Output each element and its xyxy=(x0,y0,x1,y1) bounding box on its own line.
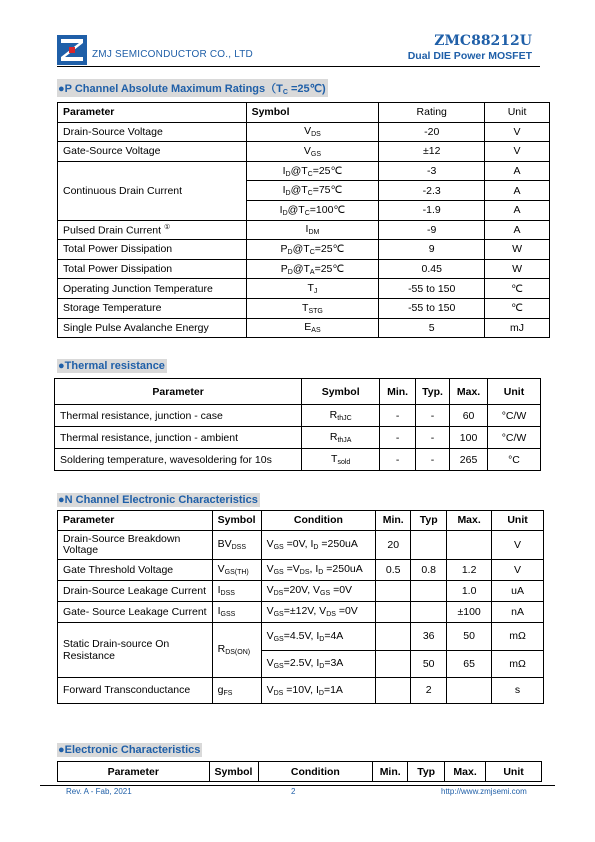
typ-cell xyxy=(411,530,447,559)
max-cell: 265 xyxy=(450,449,488,471)
unit-cell: °C xyxy=(488,449,541,471)
unit-cell: V xyxy=(485,122,550,142)
unit-cell: °C/W xyxy=(488,405,541,427)
table-row xyxy=(58,677,544,703)
param-cell: Drain-Source Breakdown Voltage xyxy=(58,530,213,559)
param-cell: Thermal resistance, junction - ambient xyxy=(55,427,302,449)
condition-cell: $V_{DS}=20V$, $V_{GS} =0V$ xyxy=(261,580,376,601)
rating-cell: -55 to 150 xyxy=(379,298,485,318)
rating-cell: 9 xyxy=(379,240,485,260)
footer-page-number: 2 xyxy=(291,787,296,796)
footer-revision: Rev. A - Fab, 2021 xyxy=(66,787,132,796)
table-row xyxy=(58,259,550,279)
table-row xyxy=(55,427,541,449)
table-row xyxy=(58,530,544,559)
table-row xyxy=(58,298,550,318)
unit-cell: ℃ xyxy=(485,279,550,299)
unit-cell: A xyxy=(485,161,550,181)
typ-cell: - xyxy=(416,427,450,449)
col-header: Max. xyxy=(450,379,488,405)
max-cell: 1.0 xyxy=(447,580,492,601)
max-cell: 100 xyxy=(450,427,488,449)
bullet-icon: ● xyxy=(58,360,65,372)
col-header: Unit xyxy=(488,379,541,405)
col-header: Min. xyxy=(376,511,411,531)
min-cell xyxy=(376,622,411,650)
unit-cell: A xyxy=(485,220,550,240)
symbol-cell: $R_{DS(ON)}$ xyxy=(212,622,261,677)
param-cell: Continuous Drain Current xyxy=(58,161,247,220)
company-name: ZMJ SEMICONDUCTOR CO., LTD xyxy=(92,49,253,60)
max-cell: 60 xyxy=(450,405,488,427)
param-cell: Gate-Source Voltage xyxy=(58,142,247,162)
param-cell: Static Drain-source On Resistance xyxy=(58,622,213,677)
table-row xyxy=(58,601,544,622)
table-row xyxy=(58,122,550,142)
unit-cell: mΩ xyxy=(492,622,544,650)
elec-table xyxy=(57,761,542,782)
col-header: Parameter xyxy=(58,511,213,531)
min-cell xyxy=(376,601,411,622)
param-cell: Pulsed Drain Current ① xyxy=(58,220,247,240)
symbol-cell: $T_J$ xyxy=(246,279,379,299)
col-header: Min. xyxy=(373,762,408,782)
col-header: Min. xyxy=(380,379,416,405)
rating-cell: -55 to 150 xyxy=(379,279,485,299)
symbol-cell: $V_{GS(TH)}$ xyxy=(212,559,261,580)
typ-cell: - xyxy=(416,449,450,471)
condition-cell: $V_{GS} =V_{DS}$, $I_D =250uA$ xyxy=(261,559,376,580)
param-cell: Gate- Source Leakage Current xyxy=(58,601,213,622)
min-cell: - xyxy=(380,427,416,449)
col-header: Condition xyxy=(261,511,376,531)
unit-cell: mΩ xyxy=(492,650,544,677)
max-cell: 50 xyxy=(447,622,492,650)
table-row xyxy=(55,405,541,427)
table-row xyxy=(58,318,550,338)
bullet-icon: ● xyxy=(58,83,65,95)
col-header: Typ xyxy=(408,762,445,782)
condition-cell: $V_{GS}=\pm 12V$, $V_{DS} =0V$ xyxy=(261,601,376,622)
table-row xyxy=(58,142,550,162)
unit-cell: °C/W xyxy=(488,427,541,449)
section-title-n-char: ●N Channel Electronic Characteristics xyxy=(58,494,258,506)
table-header-row xyxy=(58,762,542,782)
table-header-row xyxy=(58,511,544,531)
abs-max-table xyxy=(57,102,550,338)
product-subtitle: Dual DIE Power MOSFET xyxy=(407,50,532,62)
table-row xyxy=(55,449,541,471)
symbol-cell: $I_D@T_C=100℃$ xyxy=(246,200,379,220)
typ-cell: - xyxy=(416,405,450,427)
min-cell xyxy=(376,580,411,601)
bullet-icon: ● xyxy=(58,744,65,756)
table-row xyxy=(58,240,550,260)
rating-cell: 5 xyxy=(379,318,485,338)
page-header xyxy=(57,33,540,67)
symbol-cell: $P_D@T_C=25℃$ xyxy=(246,240,379,260)
col-header: Parameter xyxy=(55,379,302,405)
unit-cell: V xyxy=(485,142,550,162)
param-cell: Operating Junction Temperature xyxy=(58,279,247,299)
col-header: Unit xyxy=(492,511,544,531)
rating-cell: ±12 xyxy=(379,142,485,162)
symbol-cell: $R_{thJC}$ xyxy=(302,405,380,427)
col-header: Parameter xyxy=(58,103,247,123)
typ-cell: 36 xyxy=(411,622,447,650)
max-cell: 1.2 xyxy=(447,559,492,580)
col-header: Typ. xyxy=(416,379,450,405)
bullet-icon: ● xyxy=(58,494,65,506)
table-header-row xyxy=(55,379,541,405)
param-cell: Drain-Source Voltage xyxy=(58,122,247,142)
typ-cell xyxy=(411,601,447,622)
condition-cell: $V_{GS}=4.5V$, $I_D=4A$ xyxy=(261,622,376,650)
section-title-thermal: ●Thermal resistance xyxy=(58,360,165,372)
rating-cell: -20 xyxy=(379,122,485,142)
unit-cell: V xyxy=(492,530,544,559)
param-cell: Drain-Source Leakage Current xyxy=(58,580,213,601)
symbol-cell: $T_{STG}$ xyxy=(246,298,379,318)
min-cell: 0.5 xyxy=(376,559,411,580)
max-cell: ±100 xyxy=(447,601,492,622)
rating-cell: -1.9 xyxy=(379,200,485,220)
symbol-cell: $BV_{DSS}$ xyxy=(212,530,261,559)
col-header: Max. xyxy=(447,511,492,531)
rating-cell: -9 xyxy=(379,220,485,240)
col-header: Parameter xyxy=(58,762,210,782)
footer-url[interactable]: http://www.zmjsemi.com xyxy=(441,787,527,796)
table-row xyxy=(58,220,550,240)
col-header: Symbol xyxy=(246,103,379,123)
condition-cell: $V_{GS}=2.5V$, $I_D=3A$ xyxy=(261,650,376,677)
col-header: Typ xyxy=(411,511,447,531)
table-header-row xyxy=(58,103,550,123)
footer-rule xyxy=(40,785,555,786)
col-header: Symbol xyxy=(302,379,380,405)
col-header: Symbol xyxy=(209,762,258,782)
symbol-cell: $I_{DM}$ xyxy=(246,220,379,240)
param-cell: Forward Transconductance xyxy=(58,677,213,703)
table-row xyxy=(58,279,550,299)
min-cell xyxy=(376,650,411,677)
param-cell: Storage Temperature xyxy=(58,298,247,318)
symbol-cell: $I_{DSS}$ xyxy=(212,580,261,601)
col-header: Unit xyxy=(486,762,542,782)
unit-cell: A xyxy=(485,181,550,201)
unit-cell: uA xyxy=(492,580,544,601)
col-header: Rating xyxy=(379,103,485,123)
param-cell: Soldering temperature, wavesoldering for 10s xyxy=(55,449,302,471)
min-cell: - xyxy=(380,449,416,471)
model-number: ZMC88212U xyxy=(434,33,532,49)
typ-cell: 50 xyxy=(411,650,447,677)
symbol-cell: $T_{sold}$ xyxy=(302,449,380,471)
condition-cell: $V_{DS} =10V$, $I_D=1A$ xyxy=(261,677,376,703)
rating-cell: 0.45 xyxy=(379,259,485,279)
min-cell: 20 xyxy=(376,530,411,559)
condition-cell: $V_{GS} =0V$, $I_D =250uA$ xyxy=(261,530,376,559)
symbol-cell: $I_{GSS}$ xyxy=(212,601,261,622)
col-header: Symbol xyxy=(212,511,261,531)
unit-cell: s xyxy=(492,677,544,703)
symbol-cell: $I_D@T_C=75℃$ xyxy=(246,181,379,201)
n-char-table xyxy=(57,510,544,704)
min-cell: - xyxy=(380,405,416,427)
param-cell: Total Power Dissipation xyxy=(58,240,247,260)
col-header: Max. xyxy=(445,762,486,782)
unit-cell: nA xyxy=(492,601,544,622)
param-cell: Gate Threshold Voltage xyxy=(58,559,213,580)
col-header: Condition xyxy=(258,762,373,782)
symbol-cell: $V_{DS}$ xyxy=(246,122,379,142)
param-cell: Total Power Dissipation xyxy=(58,259,247,279)
section-title-elec: ●Electronic Characteristics xyxy=(58,744,201,756)
max-cell: 65 xyxy=(447,650,492,677)
max-cell xyxy=(447,677,492,703)
symbol-cell: $P_D@T_A=25℃$ xyxy=(246,259,379,279)
table-row xyxy=(58,559,544,580)
symbol-cell: $V_{GS}$ xyxy=(246,142,379,162)
table-row xyxy=(58,622,544,650)
typ-cell: 2 xyxy=(411,677,447,703)
symbol-cell: $E_{AS}$ xyxy=(246,318,379,338)
unit-cell: A xyxy=(485,200,550,220)
rating-cell: -3 xyxy=(379,161,485,181)
unit-cell: W xyxy=(485,240,550,260)
param-cell: Thermal resistance, junction - case xyxy=(55,405,302,427)
table-row xyxy=(58,580,544,601)
company-logo xyxy=(57,35,87,65)
col-header: Unit xyxy=(485,103,550,123)
unit-cell: W xyxy=(485,259,550,279)
max-cell xyxy=(447,530,492,559)
typ-cell xyxy=(411,580,447,601)
section-title-p-max: ●P Channel Absolute Maximum $Ratings(T_C$ =25℃) xyxy=(57,79,328,97)
rating-cell: -2.3 xyxy=(379,181,485,201)
table-row xyxy=(58,161,550,181)
unit-cell: mJ xyxy=(485,318,550,338)
symbol-cell: $R_{thJA}$ xyxy=(302,427,380,449)
min-cell xyxy=(376,677,411,703)
param-cell: Single Pulse Avalanche Energy xyxy=(58,318,247,338)
thermal-table xyxy=(54,378,541,471)
typ-cell: 0.8 xyxy=(411,559,447,580)
symbol-cell: $g_{FS}$ xyxy=(212,677,261,703)
unit-cell: ℃ xyxy=(485,298,550,318)
symbol-cell: $I_D@T_C=25℃$ xyxy=(246,161,379,181)
unit-cell: V xyxy=(492,559,544,580)
